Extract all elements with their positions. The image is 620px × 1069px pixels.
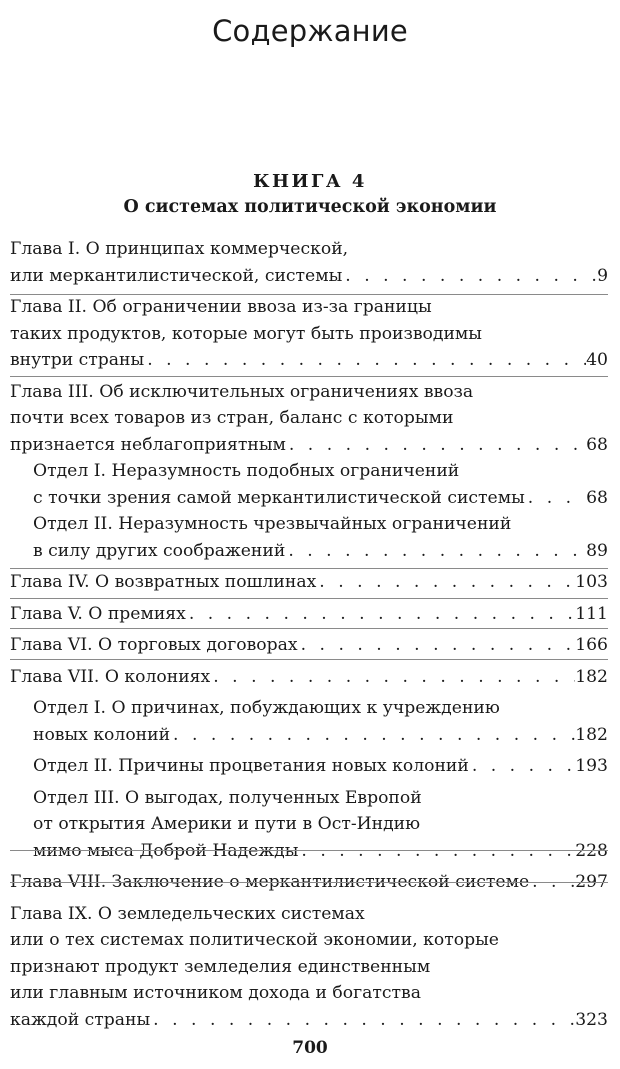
toc-entry-text: признают продукт земледелия единственным — [10, 956, 431, 977]
divider — [10, 659, 608, 660]
toc-entry-text: Глава II. Об ограничении ввоза из-за границы — [10, 297, 432, 317]
toc-entry-chapter-1[interactable] — [10, 236, 608, 289]
toc-entry-chapter-7-section-2[interactable] — [10, 753, 608, 780]
toc-page-number: 103 — [575, 572, 608, 592]
toc-entry-text: Глава VIII. Заключение о меркантилистической системе — [10, 872, 530, 892]
toc-entry-chapter-3[interactable] — [10, 379, 608, 459]
toc-entry-text: Глава IV. О возвратных пошлинах — [10, 572, 317, 592]
toc-page-number: 40 — [586, 350, 608, 370]
book-subtitle: О системах политической экономии — [123, 197, 497, 217]
toc-entry-text: Глава VI. О торговых договорах — [10, 635, 298, 655]
toc-entry-chapter-9[interactable] — [10, 901, 608, 1034]
toc-page-number: 228 — [575, 840, 608, 861]
leader-dots — [186, 601, 575, 628]
toc-page-number: 166 — [575, 635, 608, 655]
page-number: 700 — [292, 1038, 328, 1058]
toc-entry-text: новых колоний — [33, 724, 171, 745]
toc-entry-text: почти всех товаров из стран, баланс с которыми — [10, 408, 454, 428]
divider — [10, 628, 608, 629]
leader-dots — [316, 569, 575, 596]
toc-entry-text: Отдел II. Причины процветания новых колоний — [33, 756, 469, 776]
toc-page-number: 111 — [575, 603, 608, 624]
toc-entry-text: Отдел III. О выгодах, полученных Европой — [33, 787, 422, 808]
toc-entry-text: Глава III. Об исключительных ограничениях ввоза — [10, 381, 474, 402]
divider — [10, 882, 608, 883]
toc-entry-text: внутри страны — [10, 350, 145, 370]
leader-dots — [469, 753, 575, 780]
toc-entry-chapter-7-section-1[interactable] — [10, 695, 608, 748]
toc-entry-chapter-5[interactable] — [10, 601, 608, 628]
toc-entry-chapter-3-section-2[interactable] — [10, 511, 608, 564]
toc-entry-text: каждой страны — [10, 1009, 151, 1030]
toc-entry-text: или о тех системах политической экономии, которые — [10, 930, 499, 950]
toc-entry-chapter-3-section-1[interactable] — [10, 458, 608, 511]
toc-page-number: 182 — [575, 666, 608, 687]
divider — [10, 598, 608, 599]
toc-entry-chapter-7-section-3[interactable] — [10, 785, 608, 865]
toc-entry-text: признается неблагоприятным — [10, 434, 286, 455]
leader-dots — [210, 664, 575, 691]
leader-dots — [298, 632, 576, 659]
toc-entry-chapter-2[interactable] — [10, 294, 608, 374]
toc-entry-chapter-6[interactable] — [10, 632, 608, 659]
toc-entry-text: Глава IX. О земледельческих системах — [10, 903, 365, 924]
leader-dots — [342, 263, 597, 290]
toc-entry-text: таких продуктов, которые могут быть производимы — [10, 323, 482, 344]
divider — [10, 568, 608, 569]
leader-dots — [144, 347, 586, 374]
toc-entry-text: Глава I. О принципах коммерческой, — [10, 239, 349, 259]
toc-page-number: 9 — [597, 265, 608, 286]
toc-page-number: 297 — [575, 872, 608, 892]
toc-entry-text: Отдел I. Неразумность подобных ограничений — [33, 461, 460, 481]
leader-dots — [170, 722, 575, 749]
toc-entry-text: с точки зрения самой меркантилистической системы — [33, 487, 525, 508]
leader-dots — [525, 485, 586, 512]
toc-page-number: 182 — [575, 724, 608, 745]
leader-dots — [150, 1007, 575, 1034]
leader-dots — [285, 538, 586, 565]
toc-entry-text: Отдел I. О причинах, побуждающих к учреждению — [33, 698, 500, 718]
page-title: Содержание — [212, 14, 408, 48]
toc-page-number: 193 — [575, 756, 608, 776]
toc-entry-text: Глава V. О премиях — [10, 603, 186, 624]
toc-page-number: 89 — [586, 540, 608, 561]
toc-entry-chapter-7[interactable] — [10, 664, 608, 691]
toc-page-number: 323 — [575, 1009, 608, 1030]
leader-dots — [286, 432, 586, 459]
toc-entry-text: Глава VII. О колониях — [10, 666, 211, 687]
toc-page-number: 68 — [586, 434, 608, 455]
table-of-contents — [10, 236, 608, 1033]
divider — [10, 850, 608, 851]
toc-entry-text: от открытия Америки и пути в Ост-Индию — [33, 814, 421, 834]
toc-entry-text: Отдел II. Неразумность чрезвычайных ограничений — [33, 514, 512, 534]
divider — [10, 376, 608, 377]
toc-entry-text: или главным источником дохода и богатства — [10, 983, 421, 1003]
toc-entry-text: мимо мыса Доброй Надежды — [33, 840, 299, 861]
toc-entry-chapter-4[interactable] — [10, 569, 608, 596]
book-label: КНИГА 4 — [253, 171, 367, 192]
toc-entry-text: в силу других соображений — [33, 540, 286, 561]
toc-entry-text: или меркантилистической, системы — [10, 265, 343, 286]
divider — [10, 294, 608, 295]
toc-page-number: 68 — [586, 487, 608, 508]
